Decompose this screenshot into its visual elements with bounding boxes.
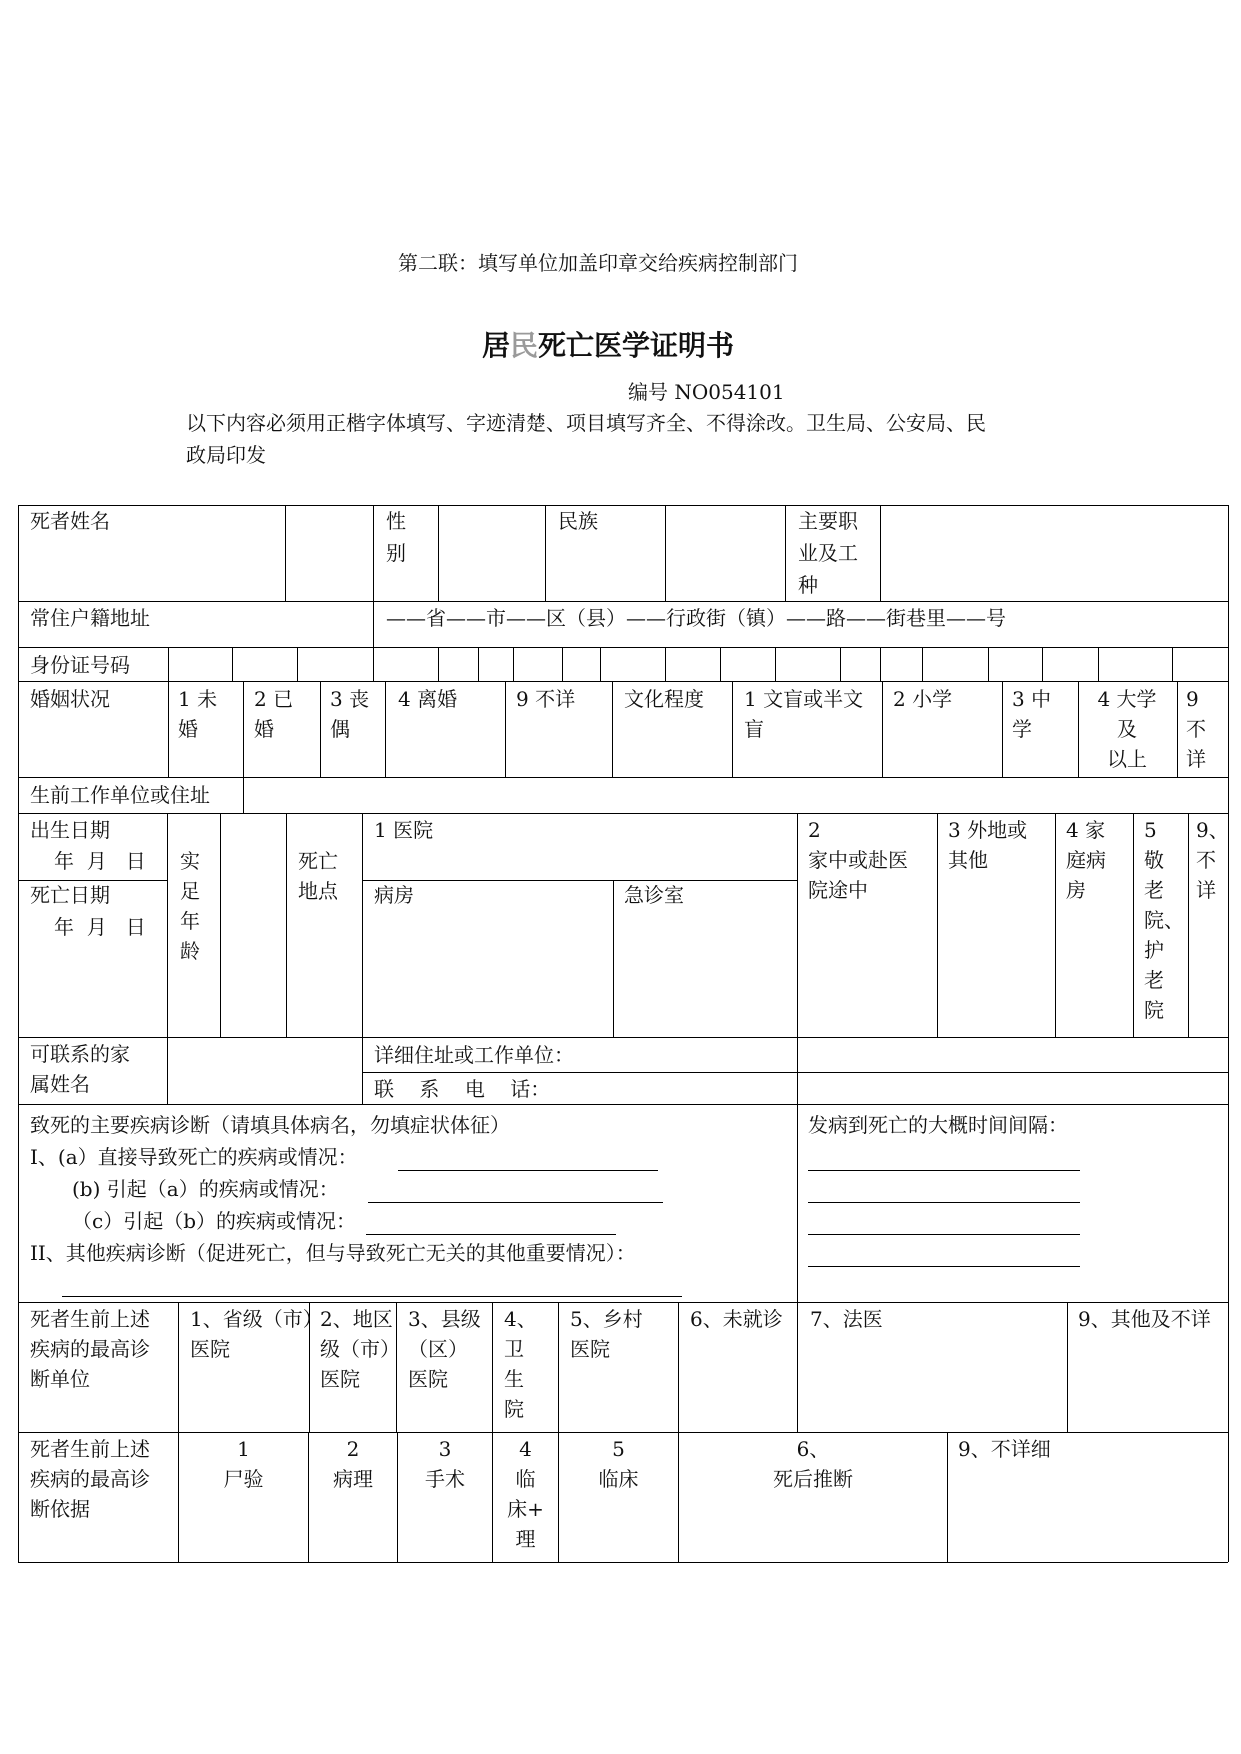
full-age-label: 实 足 年 龄 [180, 849, 200, 963]
id-number-label: 身份证号码 [30, 653, 130, 677]
diagnosis-unit-label: 死者生前上述 疾病的最高诊 断单位 [30, 1307, 150, 1391]
family-contact-field[interactable] [168, 1038, 361, 1103]
gender-label-1: 性 [386, 509, 406, 533]
workplace-field[interactable] [244, 778, 1227, 812]
place-unknown-option[interactable]: 9、 不 详 [1196, 818, 1229, 902]
death-date-ymd[interactable]: 年 月 日 [54, 915, 146, 939]
birth-date-label: 出生日期 [30, 818, 110, 842]
cause-a-label: Ⅰ、(a）直接导致死亡的疾病或情况： [30, 1145, 358, 1169]
phone-label: 联 系 电 话： [374, 1077, 551, 1101]
address-template[interactable]: ——省——市——区（县）——行政街（镇）——路——街巷里——号 [386, 606, 1006, 630]
id-number-boxes[interactable] [169, 648, 1227, 680]
education-option-9[interactable]: 9 不 详 [1186, 687, 1206, 771]
place-nursing-home-option[interactable]: 5 敬 老 院、 护 老 院 [1144, 818, 1184, 1022]
marital-option-4[interactable]: 4 离婚 [398, 687, 458, 711]
basis-option-2[interactable]: 2 病理 [333, 1437, 373, 1491]
unit-option-1[interactable]: 1、省级（市） 医院 [190, 1307, 323, 1361]
deceased-name-label: 死者姓名 [30, 509, 110, 533]
unit-option-4[interactable]: 4、 卫 生 院 [504, 1307, 537, 1421]
basis-option-5[interactable]: 5 临床 [598, 1437, 639, 1491]
instruction-line-2: 政局印发 [186, 443, 266, 467]
ethnicity-label: 民族 [558, 509, 598, 533]
place-other-option[interactable]: 3 外地或 其他 [948, 818, 1028, 872]
basis-option-6[interactable]: 6、 死后推断 [773, 1437, 853, 1491]
basis-option-4[interactable]: 4 临 床+ 理 [507, 1437, 544, 1551]
serial-number: 编号 NO054101 [628, 380, 785, 404]
cause-diagnosis-title: 致死的主要疾病诊断（请填具体病名，勿填症状体征） [30, 1113, 510, 1137]
birth-date-ymd[interactable]: 年 月 日 [54, 849, 146, 873]
full-age-field[interactable] [221, 814, 285, 1036]
death-place-label: 死亡 地点 [298, 849, 338, 903]
cause-c-label: （c）引起（b）的疾病或情况： [72, 1209, 357, 1233]
education-option-3[interactable]: 3 中 学 [1012, 687, 1052, 741]
basis-option-9[interactable]: 9、不详细 [958, 1437, 1051, 1461]
unit-option-9[interactable]: 9、其他及不详 [1078, 1307, 1211, 1331]
place-ward-option[interactable]: 病房 [374, 883, 414, 907]
document-title: 居民死亡医学证明书 [482, 329, 735, 362]
occupation-field[interactable] [881, 506, 1227, 600]
unit-option-2[interactable]: 2、地区 级（市） 医院 [320, 1307, 400, 1391]
ethnicity-field[interactable] [666, 506, 784, 600]
place-hospital-option[interactable]: 1 医院 [374, 818, 434, 842]
unit-option-5[interactable]: 5、乡村 医院 [570, 1307, 643, 1361]
basis-option-3[interactable]: 3 手术 [425, 1437, 465, 1491]
place-home-option[interactable]: 2 家中或赴医 院途中 [808, 818, 908, 902]
education-option-1[interactable]: 1 文盲或半文 盲 [744, 687, 864, 741]
instruction-line-1: 以下内容必须用正楷字体填写、字迹清楚、项目填写齐全、不得涂改。卫生局、公安局、民 [186, 411, 986, 435]
deceased-name-field[interactable] [286, 506, 372, 600]
detail-address-field[interactable] [798, 1038, 1227, 1071]
education-option-2[interactable]: 2 小学 [893, 687, 953, 711]
marital-option-3[interactable]: 3 丧 偶 [330, 687, 370, 741]
gender-field[interactable] [439, 506, 544, 600]
marital-status-label: 婚姻状况 [30, 687, 110, 711]
marital-option-2[interactable]: 2 已 婚 [254, 687, 294, 741]
copy-note: 第二联：填写单位加盖印章交给疾病控制部门 [398, 251, 798, 275]
diagnosis-basis-label: 死者生前上述 疾病的最高诊 断依据 [30, 1437, 150, 1521]
unit-option-7[interactable]: 7、法医 [810, 1307, 883, 1331]
unit-option-3[interactable]: 3、县级 （区） 医院 [408, 1307, 481, 1391]
education-option-4[interactable]: 4 大学 及 以上 [1097, 687, 1157, 771]
unit-option-6[interactable]: 6、未就诊 [690, 1307, 783, 1331]
occupation-label-2: 业及工 [798, 541, 858, 565]
detail-address-label: 详细住址或工作单位： [374, 1043, 574, 1067]
address-label: 常住户籍地址 [30, 606, 150, 630]
onset-interval-title: 发病到死亡的大概时间间隔： [808, 1113, 1068, 1137]
family-contact-label: 可联系的家 属姓名 [30, 1042, 130, 1096]
place-emergency-option[interactable]: 急诊室 [624, 883, 684, 907]
occupation-label-1: 主要职 [798, 509, 858, 533]
education-label: 文化程度 [624, 687, 704, 711]
other-diagnosis-label: II、其他疾病诊断（促进死亡，但与导致死亡无关的其他重要情况）： [30, 1241, 636, 1265]
occupation-label-3: 种 [798, 573, 818, 597]
basis-option-1[interactable]: 1 尸验 [223, 1437, 264, 1491]
marital-option-9[interactable]: 9 不详 [516, 687, 576, 711]
marital-option-1[interactable]: 1 未 婚 [178, 687, 218, 741]
workplace-label: 生前工作单位或住址 [30, 783, 210, 807]
place-family-ward-option[interactable]: 4 家 庭病 房 [1066, 818, 1106, 902]
phone-field[interactable] [798, 1073, 1227, 1103]
death-date-label: 死亡日期 [30, 883, 110, 907]
cause-b-label: (b) 引起（a）的疾病或情况： [72, 1177, 339, 1201]
gender-label-2: 别 [386, 541, 406, 565]
